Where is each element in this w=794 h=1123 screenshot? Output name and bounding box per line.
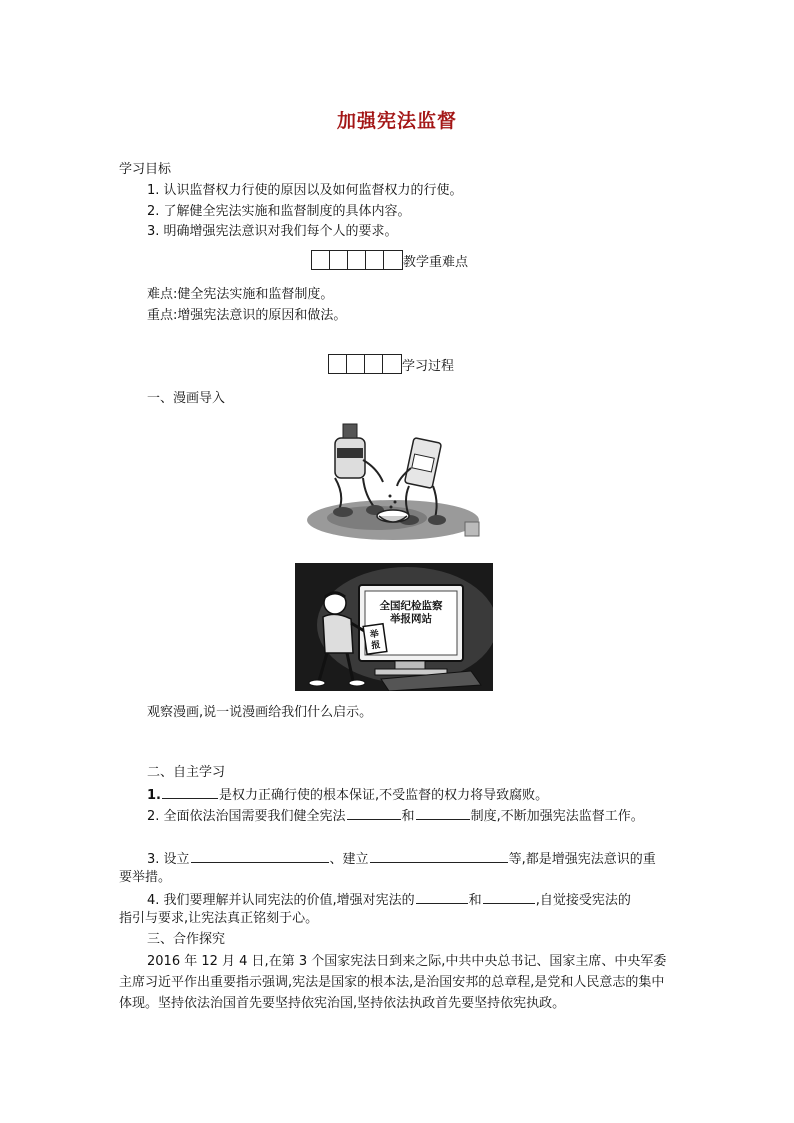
process-heading: 学习过程: [402, 359, 455, 374]
self-study-heading: 二、自主学习: [147, 765, 226, 780]
question-4-continuation: 指引与要求,让宪法真正铭刻于心。: [119, 911, 319, 926]
question-1-number: 1.: [147, 788, 161, 803]
fill-blank[interactable]: [416, 889, 468, 904]
fill-blank[interactable]: [347, 805, 401, 820]
fill-blank[interactable]: [416, 805, 470, 820]
fill-blank[interactable]: [162, 784, 218, 799]
question-3-part-a: 3. 设立: [147, 852, 190, 867]
key-points-heading: 教学重难点: [403, 255, 469, 270]
question-4: [147, 889, 631, 911]
cartoon-screen-text: 全国纪检监察举报网站: [379, 600, 443, 625]
key-points-heading-row: [311, 250, 468, 270]
objective-item-2: 2. 了解健全宪法实施和监督制度的具体内容。: [147, 204, 411, 219]
heading-decoration-boxes: [311, 250, 403, 270]
fill-blank[interactable]: [483, 889, 535, 904]
objective-item-1: 1. 认识监督权力行使的原因以及如何监督权力的行使。: [147, 183, 463, 198]
question-2-part-c: 制度,不断加强宪法监督工作。: [470, 809, 644, 824]
question-3-part-b: 、建立: [329, 852, 369, 867]
cartoon-report-website-image: [295, 563, 493, 691]
question-4-part-c: ,自觉接受宪法的: [535, 893, 631, 908]
question-2-part-b: 和: [401, 809, 415, 824]
cartoon-report-card-text: 举报: [369, 629, 382, 652]
objectives-heading: 学习目标: [119, 162, 172, 177]
question-1: [147, 784, 548, 806]
observe-prompt: 观察漫画,说一说漫画给我们什么启示。: [147, 705, 373, 720]
cooperative-heading: 三、合作探究: [147, 932, 226, 947]
question-1-text: 是权力正确行使的根本保证,不受监督的权力将导致腐败。: [218, 788, 549, 803]
question-3-part-c: 等,都是增强宪法意识的重: [508, 852, 656, 867]
page-title: 加强宪法监督: [336, 110, 457, 132]
process-heading-row: [328, 354, 454, 374]
fill-blank[interactable]: [370, 848, 508, 863]
question-2: [147, 805, 644, 827]
fill-blank[interactable]: [191, 848, 329, 863]
objective-item-3: 3. 明确增强宪法意识对我们每个人的要求。: [147, 224, 398, 239]
cooperative-paragraph: 2016 年 12 月 4 日,在第 3 个国家宪法日到来之际,中共中央总书记、国家主席、中央军委主席习近平作出重要指示强调,宪法是国家的根本法,是治国安邦的总章程,是党和人民意志的集中体现。坚持依法治国首先要坚持依宪治国,坚持依法执政首先要坚持依宪执政。: [119, 954, 667, 1011]
question-3: [147, 848, 656, 870]
cartoon-bottles-image: [305, 420, 485, 542]
focus-text: 重点:增强宪法意识的原因和做法。: [147, 308, 347, 323]
section-comic-intro: 一、漫画导入: [147, 391, 226, 406]
difficulty-text: 难点:健全宪法实施和监督制度。: [147, 287, 334, 302]
question-4-part-b: 和: [468, 893, 482, 908]
question-2-part-a: 2. 全面依法治国需要我们健全宪法: [147, 809, 346, 824]
question-4-part-a: 4. 我们要理解并认同宪法的价值,增强对宪法的: [147, 893, 415, 908]
question-3-continuation: 要举措。: [119, 870, 172, 885]
heading-decoration-boxes: [328, 354, 402, 374]
